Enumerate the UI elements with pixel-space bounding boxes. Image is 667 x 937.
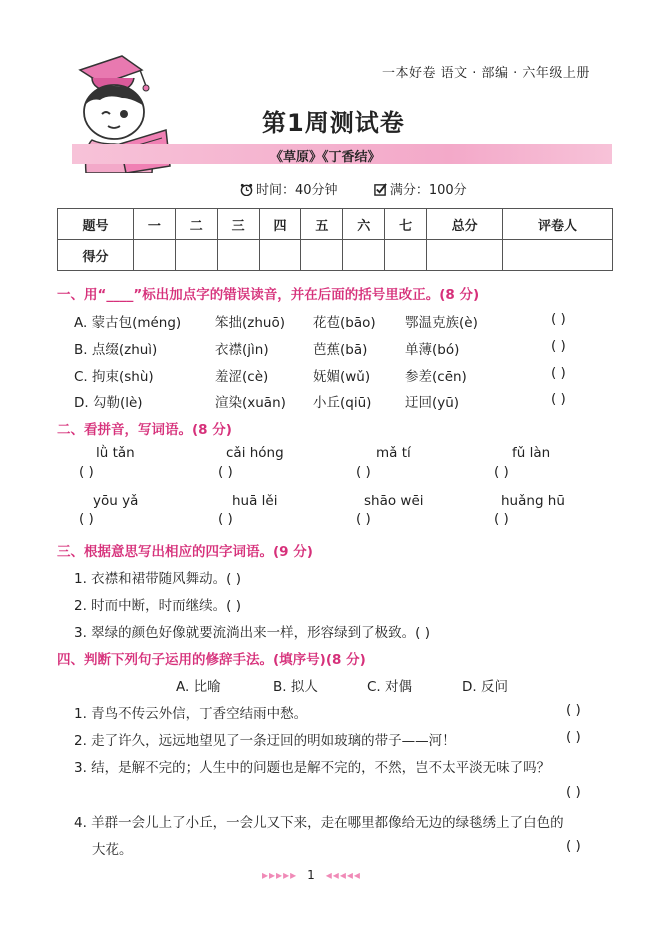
page-footer [262, 868, 361, 882]
choice-c-4: 参差(cēn) [405, 369, 467, 385]
table-cell: 评卷人 [503, 209, 613, 240]
option-b: B. 拟人 [273, 679, 318, 695]
score-cell[interactable] [343, 240, 385, 271]
answer-blank[interactable]: ( ) [356, 511, 371, 527]
table-cell: 题号 [58, 209, 134, 240]
left-arrows: ▸▸▸▸▸ [262, 868, 298, 882]
pinyin-item: shāo wēi [364, 493, 424, 509]
table-cell: 四 [259, 209, 301, 240]
answer-blank[interactable]: ( ) [79, 511, 94, 527]
choice-d-2: 渲染(xuān) [215, 395, 286, 411]
section-3-title: 三、根据意思写出相应的四字词语。(9 分) [57, 544, 313, 560]
choice-d-1: D. 勾勒(lè) [74, 395, 143, 411]
answer-paren[interactable]: ( ) [551, 365, 566, 381]
question-item: 3. 结，是解不完的；人生中的问题也是解不完的，不然，岂不太平淡无味了吗？ [74, 760, 551, 776]
table-cell: 总分 [427, 209, 503, 240]
score-cell[interactable] [503, 240, 613, 271]
time-label: 时间：40分钟 [256, 183, 338, 198]
pinyin-item: cǎi hóng [226, 445, 284, 461]
table-cell: 一 [133, 209, 175, 240]
answer-paren[interactable]: ( ) [566, 729, 581, 745]
answer-blank[interactable]: ( ) [79, 464, 94, 480]
table-row [58, 240, 613, 271]
time-score-bar [240, 179, 467, 198]
score-cell[interactable] [259, 240, 301, 271]
table-cell: 五 [301, 209, 343, 240]
right-arrows: ◂◂◂◂◂ [325, 868, 361, 882]
choice-d-3: 小丘(qiū) [313, 395, 372, 411]
question-item: 2. 时而中断，时而继续。( ) [74, 598, 241, 614]
choice-a-3: 花苞(bāo) [313, 315, 376, 331]
pinyin-item: lǜ tǎn [96, 445, 135, 461]
question-item-continued: 大花。 [92, 842, 133, 858]
choice-b-1: B. 点缀(zhuì) [74, 342, 158, 358]
page-title: 第1周测试卷 [262, 109, 405, 137]
table-cell: 六 [343, 209, 385, 240]
score-cell[interactable] [301, 240, 343, 271]
answer-paren[interactable]: ( ) [566, 702, 581, 718]
choice-b-3: 芭蕉(bā) [313, 342, 368, 358]
answer-blank[interactable]: ( ) [494, 464, 509, 480]
option-d: D. 反问 [462, 679, 508, 695]
choice-c-1: C. 拘束(shù) [74, 369, 154, 385]
answer-paren[interactable]: ( ) [566, 838, 581, 854]
pinyin-item: fǔ làn [512, 445, 551, 461]
score-cell[interactable] [133, 240, 175, 271]
table-cell: 七 [385, 209, 427, 240]
option-a: A. 比喻 [176, 679, 221, 695]
question-item: 1. 青鸟不传云外信，丁香空结雨中愁。 [74, 706, 308, 722]
choice-a-4: 鄂温克族(è) [405, 315, 478, 331]
choice-a-2: 笨拙(zhuō) [215, 315, 285, 331]
pinyin-item: huǎng hū [501, 493, 565, 509]
clock-icon [240, 183, 253, 196]
answer-blank[interactable]: ( ) [494, 511, 509, 527]
answer-paren[interactable]: ( ) [551, 311, 566, 327]
brand-header: 一本好卷 语文 · 部编 · 六年级上册 [382, 66, 590, 81]
answer-blank[interactable]: ( ) [356, 464, 371, 480]
score-cell[interactable] [175, 240, 217, 271]
section-2-title: 二、看拼音，写词语。(8 分) [57, 422, 232, 438]
score-cell[interactable] [217, 240, 259, 271]
pinyin-item: yōu yǎ [93, 493, 139, 509]
score-cell[interactable] [385, 240, 427, 271]
option-c: C. 对偶 [367, 679, 413, 695]
question-item: 2. 走了许久，远远地望见了一条迂回的明如玻璃的带子——河！ [74, 733, 456, 749]
table-header-row [58, 209, 613, 240]
section-1-title: 一、用“____”标出加点字的错误读音，并在后面的括号里改正。(8 分) [57, 287, 480, 303]
score-label: 满分：100分 [389, 183, 467, 198]
answer-blank[interactable]: ( ) [218, 511, 233, 527]
section-4-title: 四、判断下列句子运用的修辞手法。(填序号)(8 分) [57, 652, 366, 668]
choice-a-1: A. 蒙古包(méng) [74, 315, 182, 331]
answer-paren[interactable]: ( ) [551, 338, 566, 354]
answer-blank[interactable]: ( ) [218, 464, 233, 480]
question-item: 4. 羊群一会儿上了小丘，一会儿又下来，走在哪里都像给无边的绿毯绣上了白色的 [74, 815, 564, 831]
answer-paren[interactable]: ( ) [551, 391, 566, 407]
page-number: 1 [307, 868, 316, 882]
pinyin-item: huā lěi [232, 493, 278, 509]
answer-paren[interactable]: ( ) [566, 784, 581, 800]
choice-b-4: 单薄(bó) [405, 342, 460, 358]
score-cell[interactable] [427, 240, 503, 271]
score-table [57, 208, 613, 271]
subtitle: 《草原》《丁香结》 [270, 150, 381, 165]
checkbox-icon [374, 183, 387, 196]
question-item: 3. 翠绿的颜色好像就要流淌出来一样，形容绿到了极致。( ) [74, 625, 430, 641]
table-cell: 得分 [58, 240, 134, 271]
pinyin-item: mǎ tí [376, 445, 411, 461]
choice-d-4: 迂回(yū) [405, 395, 460, 411]
table-cell: 三 [217, 209, 259, 240]
question-item: 1. 衣襟和裙带随风舞动。( ) [74, 571, 241, 587]
choice-c-3: 妩媚(wǔ) [313, 369, 371, 385]
choice-b-2: 衣襟(jìn) [215, 342, 269, 358]
choice-c-2: 羞涩(cè) [215, 369, 269, 385]
table-cell: 二 [175, 209, 217, 240]
